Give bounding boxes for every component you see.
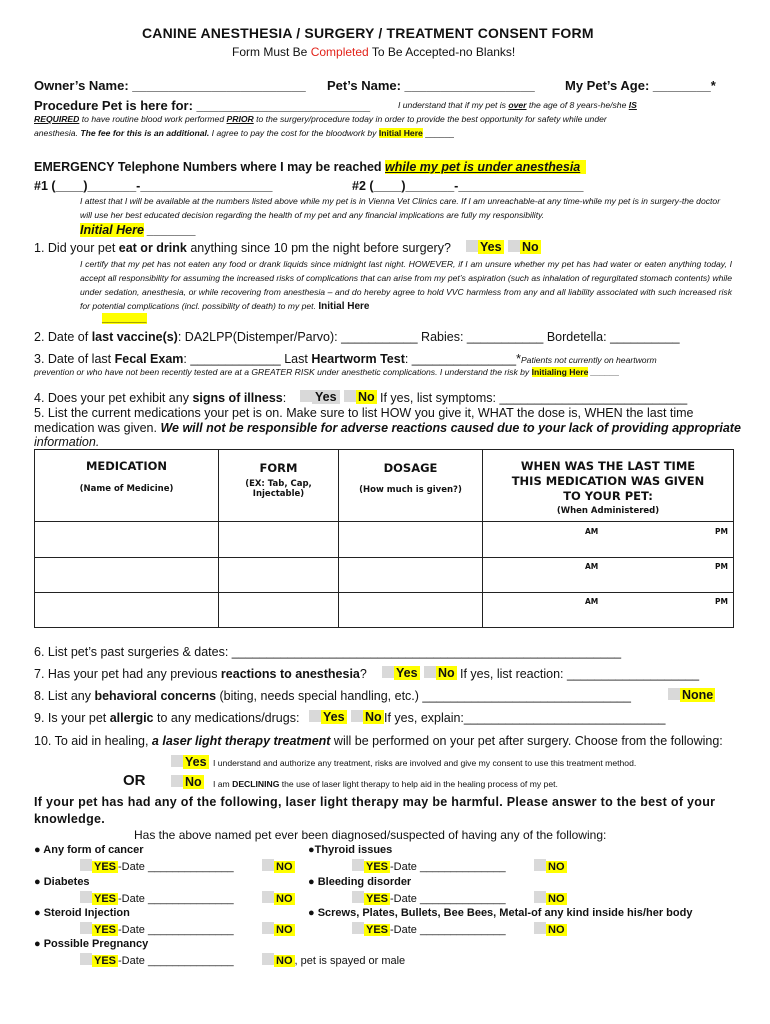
med-time-cell[interactable]: AM PM <box>483 558 734 593</box>
table-row <box>35 522 734 558</box>
med-name-cell[interactable] <box>35 558 219 593</box>
cancer-no-checkbox[interactable]: NO <box>262 859 295 873</box>
header-dosage: DOSAGE (How much is given?) <box>339 450 483 522</box>
emergency-label: EMERGENCY Telephone Numbers where I may be reached while my pet is under anesthesia <box>34 160 586 174</box>
q9-allergic: 9. Is your pet allergic to any medications/drugs: <box>34 711 300 725</box>
steroid-yes-checkbox[interactable]: YES -Date ______________ <box>80 922 234 936</box>
emergency-phone-2[interactable]: #2 (____)_______-__________________ <box>352 179 584 193</box>
attest-text: I attest that I will be available at the numbers listed above while my pet is in Vienna Vet Clinics care. If I am unreachable-at any time-while my pet is in surgery-the doctor will use her best educated decision regarding the health of my pet and any financial implications are fully my responsibility. <box>80 196 721 220</box>
q5-line3: information. <box>34 435 100 449</box>
q7-reaction-field[interactable]: If yes, list reaction: ___________________ <box>460 667 700 681</box>
bloodwork-notice-line3: anesthesia. The fee for this is an additional. I agree to pay the cost for the bloodwork by Initial Here ______ <box>34 128 454 138</box>
q8-none-checkbox[interactable]: None <box>668 688 715 702</box>
owner-name-field[interactable]: Owner’s Name: ________________________ <box>34 78 306 93</box>
med-time-cell[interactable]: AM PM <box>483 593 734 628</box>
q7-anesthesia-reactions: 7. Has your pet had any previous reactions to anesthesia? <box>34 667 367 681</box>
med-name-cell[interactable] <box>35 593 219 628</box>
initial-here-bloodwork[interactable]: Initial Here <box>378 128 423 138</box>
med-form-cell[interactable] <box>219 558 339 593</box>
bleeding-no-checkbox[interactable]: NO <box>534 891 567 905</box>
diabetes-no-checkbox[interactable]: NO <box>262 891 295 905</box>
q7-yes-checkbox[interactable]: Yes <box>382 666 420 680</box>
metal-no-checkbox[interactable]: NO <box>534 922 567 936</box>
q10-laser-therapy: 10. To aid in healing, a laser light therapy treatment will be performed on your pet after surgery. Choose from the following: <box>34 734 723 748</box>
bloodwork-notice-line2: REQUIRED to have routine blood work performed PRIOR to the surgery/procedure today in order to provide the best opportunity for safety while under <box>34 114 607 124</box>
table-row <box>35 558 734 593</box>
condition-pregnancy: ● Possible Pregnancy <box>34 938 149 950</box>
medication-table <box>34 449 734 628</box>
condition-metal: ● Screws, Plates, Bullets, Bee Bees, Metal-of any kind inside his/her body <box>308 907 693 919</box>
q1-certify-text: I certify that my pet has not eaten any food or drank liquids since midnight last night. HOWEVER, if I am unsure whether my pet has had water or eaten anything today, I accept all responsibility for assuming the increased risks of complications that can arise from my pet’s aspiration (such as inhalation of regurgitated stomach contents) while under sedation, anesthesia, or while recovering from anesthesia – and do hereby agree to hold VVC harmless from any and all liability associated with such increased risk for potential complications (incl. possibility of death) to my pet. Initial Here <box>80 259 732 312</box>
q10-or-label: OR <box>123 772 146 789</box>
header-medication: MEDICATION (Name of Medicine) <box>35 450 219 522</box>
thyroid-yes-checkbox[interactable]: YES -Date ______________ <box>352 859 506 873</box>
condition-thyroid: ●Thyroid issues <box>308 844 393 856</box>
procedure-field[interactable]: Procedure Pet is here for: ________________________ <box>34 98 371 113</box>
form-subtitle: Form Must Be Completed To Be Accepted-no Blanks! <box>232 45 516 59</box>
pregnancy-yes-checkbox[interactable]: YES -Date ______________ <box>80 953 234 967</box>
q5-line2: medication was given. We will not be responsible for adverse reactions caused due to your lack of providing appropriate <box>34 421 741 435</box>
q3-risk-note: prevention or who have not been recently tested are at a GREATER RISK under anesthetic complications. I understand the risk by Initialing Here ______ <box>34 367 620 377</box>
header-last-given: WHEN WAS THE LAST TIME THIS MEDICATION WAS GIVEN TO YOUR PET: (When Administered) <box>483 450 734 522</box>
q10-yes-text: I understand and authorize any treatment, risks are involved and give my consent to use this treatment method. <box>213 758 637 768</box>
laser-harm-warning: If your pet has had any of the following, laser light therapy may be harmful. Please answer to the best of your knowledge. <box>34 795 716 826</box>
condition-diabetes: ● Diabetes <box>34 876 90 888</box>
q10-no-text: I am DECLINING the use of laser light therapy to help aid in the healing process of my pet. <box>213 779 558 789</box>
emergency-phone-1[interactable]: #1 (____)_______-___________________ <box>34 179 273 193</box>
med-dosage-cell[interactable] <box>339 558 483 593</box>
pregnancy-no-checkbox[interactable]: NO , pet is spayed or male <box>262 953 405 967</box>
pet-age-field[interactable]: My Pet’s Age: ________* <box>565 78 716 93</box>
thyroid-no-checkbox[interactable]: NO <box>534 859 567 873</box>
metal-yes-checkbox[interactable]: YES -Date ______________ <box>352 922 506 936</box>
q4-symptoms-field[interactable]: If yes, list symptoms: ___________________________ <box>380 391 688 405</box>
q9-no-checkbox[interactable]: No <box>351 710 384 724</box>
med-name-cell[interactable] <box>35 522 219 558</box>
med-form-cell[interactable] <box>219 593 339 628</box>
header-form: FORM (EX: Tab, Cap, Injectable) <box>219 450 339 522</box>
bloodwork-notice-line1: I understand that if my pet is over the age of 8 years-he/she IS <box>398 100 637 110</box>
condition-cancer: ● Any form of cancer <box>34 844 144 856</box>
steroid-no-checkbox[interactable]: NO <box>262 922 295 936</box>
q7-no-checkbox[interactable]: No <box>424 666 457 680</box>
q4-yes-checkbox[interactable]: Yes <box>300 390 340 404</box>
condition-steroid: ● Steroid Injection <box>34 907 130 919</box>
q10-no-checkbox[interactable]: No <box>171 775 204 789</box>
bleeding-yes-checkbox[interactable]: YES -Date ______________ <box>352 891 506 905</box>
q2-vaccines[interactable]: 2. Date of last vaccine(s): DA2LPP(Distemper/Parvo): ___________ Rabies: ___________ Bordetella: __________ <box>34 330 680 344</box>
table-row <box>35 593 734 628</box>
cancer-yes-checkbox[interactable]: YES -Date ______________ <box>80 859 234 873</box>
q8-behavioral[interactable]: 8. List any behavioral concerns (biting, needs special handling, etc.) ______________________________ <box>34 689 631 703</box>
diabetes-yes-checkbox[interactable]: YES -Date ______________ <box>80 891 234 905</box>
initialing-here-heartworm[interactable]: Initialing Here <box>531 367 589 377</box>
q9-explain-field[interactable]: If yes, explain:_____________________________ <box>384 711 666 725</box>
pet-name-field[interactable]: Pet’s Name: __________________ <box>327 78 535 93</box>
diagnosed-question: Has the above named pet ever been diagnosed/suspected of having any of the following: <box>134 828 607 842</box>
q1-eat-drink: 1. Did your pet eat or drink anything since 10 pm the night before surgery? <box>34 241 451 255</box>
q1-yes-checkbox[interactable]: Yes <box>466 240 504 254</box>
q1-initial-blank[interactable]: ________ <box>102 313 147 324</box>
q4-illness: 4. Does your pet exhibit any signs of illness: <box>34 391 287 405</box>
condition-bleeding: ● Bleeding disorder <box>308 876 412 888</box>
med-form-cell[interactable] <box>219 522 339 558</box>
q5-line1: 5. List the current medications your pet is on. Make sure to list HOW you give it, WHAT the dose is, WHEN the last time <box>34 406 694 420</box>
q9-yes-checkbox[interactable]: Yes <box>309 710 347 724</box>
med-dosage-cell[interactable] <box>339 593 483 628</box>
med-dosage-cell[interactable] <box>339 522 483 558</box>
initial-here-emergency[interactable]: Initial Here _______ <box>80 223 197 237</box>
q1-no-checkbox[interactable]: No <box>508 240 541 254</box>
q10-yes-checkbox[interactable]: Yes <box>171 755 209 769</box>
q3-fecal-heartworm[interactable]: 3. Date of last Fecal Exam: _____________ Last Heartworm Test: _______________*Patients not currently on heartworm <box>34 352 657 366</box>
q6-surgeries-field[interactable]: 6. List pet’s past surgeries & dates: ________________________________________________________ <box>34 645 622 659</box>
q4-no-checkbox[interactable]: No <box>344 390 377 404</box>
form-title: CANINE ANESTHESIA / SURGERY / TREATMENT CONSENT FORM <box>142 25 594 41</box>
med-time-cell[interactable]: AM PM <box>483 522 734 558</box>
